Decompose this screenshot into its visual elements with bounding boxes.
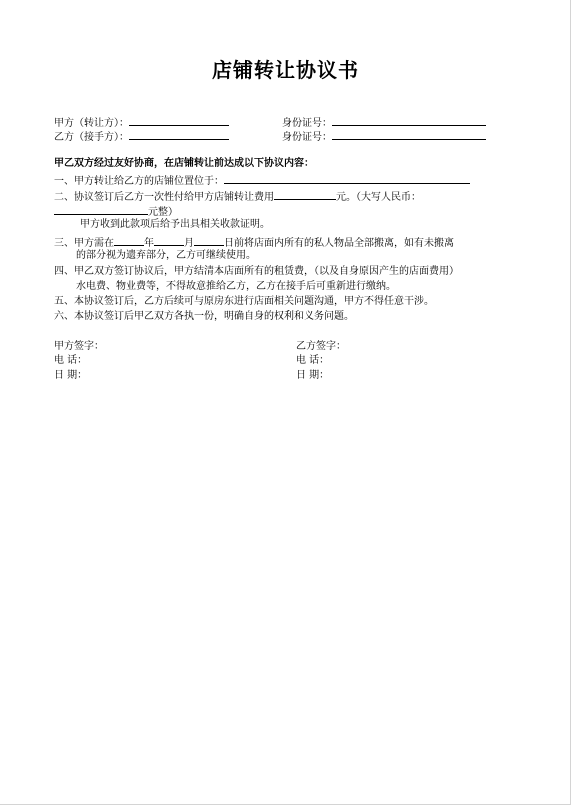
party-a-name-blank[interactable] xyxy=(129,114,229,126)
clause-1-text: 一、甲方转让给乙方的店铺位置位于： xyxy=(54,176,224,187)
party-b-name-blank[interactable] xyxy=(129,128,229,140)
party-a-label: 甲方（转让方）： xyxy=(54,118,129,129)
party-b-id-row xyxy=(282,128,486,145)
move-out-year-blank[interactable] xyxy=(114,234,144,246)
party-b-phone-label: 电 话： xyxy=(296,355,330,366)
clause-2-text-b: 元。（大写人民币： xyxy=(336,192,421,203)
clause-4-cont: 水电费、物业费等，不得故意推给乙方，乙方在接手后可重新进行缴纳。 xyxy=(76,281,396,292)
party-a-id-label: 身份证号： xyxy=(282,118,332,129)
clause-2-text-c: 元整） xyxy=(148,207,178,218)
party-a-signature-label: 甲方签字： xyxy=(54,341,104,352)
party-b-id-blank[interactable] xyxy=(332,128,486,140)
clause-3-cont: 的部分视为遗弃部分，乙方可继续使用。 xyxy=(76,250,256,261)
clause-4: 四、甲乙双方签订协议后，甲方结清本店面所有的租赁费，（以及自身原因产生的店面费用） xyxy=(54,266,459,277)
transfer-fee-blank[interactable] xyxy=(274,188,336,200)
move-out-day-blank[interactable] xyxy=(194,234,224,246)
clause-6: 六、本协议签订后甲乙双方各执一份，明确自身的权利和义务问题。 xyxy=(54,311,354,322)
shop-location-blank[interactable] xyxy=(224,172,470,184)
clause-5: 五、本协议签订后，乙方后续可与原房东进行店面相关问题沟通，甲方不得任意干涉。 xyxy=(54,296,434,307)
party-b-row xyxy=(54,128,229,145)
party-b-label: 乙方（接手方）： xyxy=(54,132,129,143)
intro-text: 甲乙双方经过友好协商，在店铺转让前达成以下协议内容： xyxy=(54,158,314,169)
clause-1 xyxy=(54,172,470,189)
party-a-id-blank[interactable] xyxy=(332,114,486,126)
transfer-fee-uppercase-blank[interactable] xyxy=(54,203,148,215)
document-title: 店铺转让协议书 xyxy=(212,58,359,82)
party-b-signature-label: 乙方签字： xyxy=(296,341,346,352)
party-a-date-label: 日 期： xyxy=(54,370,88,381)
clause-2-text-a: 二、协议签订后乙方一次性付给甲方店铺转让费用 xyxy=(54,192,274,203)
party-b-id-label: 身份证号： xyxy=(282,132,332,143)
party-a-phone-label: 电 话： xyxy=(54,355,88,366)
clause-3-text-b: 日前将店面内所有的私人物品全部搬离，如有未搬离 xyxy=(224,238,454,249)
move-out-month-blank[interactable] xyxy=(154,234,184,246)
clause-3-month: 月 xyxy=(184,238,194,249)
clause-3-text-a: 三、甲方需在 xyxy=(54,238,114,249)
clause-3-year: 年 xyxy=(144,238,154,249)
party-b-date-label: 日 期： xyxy=(296,370,330,381)
clause-2-note: 甲方收到此款项后给予出具相关收款证明。 xyxy=(80,219,270,230)
